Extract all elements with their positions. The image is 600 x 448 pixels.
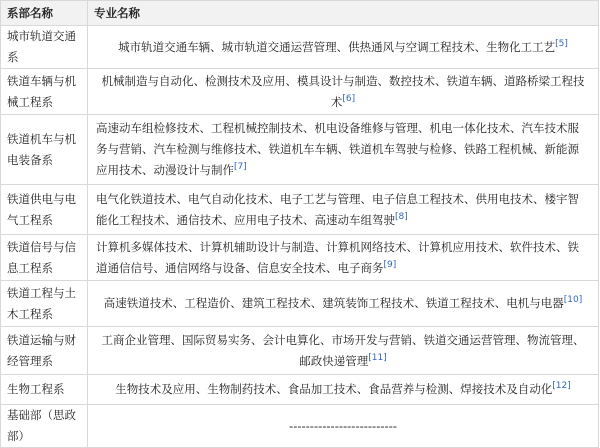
majors-text: 生物技术及应用、生物制药技术、食品加工技术、食品营养与检测、焊接技术及自动化	[115, 382, 553, 396]
majors-cell	[88, 26, 599, 69]
table-row	[1, 235, 599, 281]
reference-link[interactable]: [5]	[555, 38, 568, 49]
department-cell: 铁道供电与电气工程系	[1, 185, 88, 235]
majors-text: 计算机多媒体技术、计算机辅助设计与制造、计算机网络技术、计算机应用技术、软件技术、铁道通信信号、通信网络与设备、信息安全技术、电子商务	[96, 239, 579, 275]
table-row	[1, 375, 599, 405]
department-cell: 生物工程系	[1, 375, 88, 405]
department-header: 系部名称	[1, 1, 88, 26]
reference-link[interactable]: [12]	[552, 381, 571, 392]
majors-text: --------------------------	[289, 418, 397, 433]
majors-cell	[88, 327, 599, 375]
majors-cell	[88, 235, 599, 281]
majors-text: 工商企业管理、国际贸易实务、会计电算化、市场开发与营销、铁道交通运营管理、物流管理、邮政快递管理	[101, 332, 585, 368]
majors-text: 高速铁道技术、工程造价、建筑工程技术、建筑装饰工程技术、铁道工程技术、电机与电器	[103, 296, 564, 310]
majors-cell	[88, 185, 599, 235]
header-row	[1, 1, 599, 26]
reference-link[interactable]: [7]	[234, 162, 247, 173]
table-row	[1, 69, 599, 115]
majors-header: 专业名称	[88, 1, 599, 26]
department-cell: 基础部（思政部）	[1, 405, 88, 448]
department-cell: 铁道信号与信息工程系	[1, 235, 88, 281]
department-cell: 铁道工程与土木工程系	[1, 281, 88, 327]
reference-link[interactable]: [6]	[342, 93, 356, 104]
department-cell: 铁道运输与财经管理系	[1, 327, 88, 375]
majors-text: 城市轨道交通车辆、城市轨道交通运营管理、供热通风与空调工程技术、生物化工工艺	[118, 39, 556, 54]
department-cell: 城市轨道交通系	[1, 26, 88, 69]
majors-text: 高速动车组检修技术、工程机械控制技术、机电设备维修与管理、机电一体化技术、汽车技术服务与营销、汽车检测与维修技术、铁道机车车辆、铁道机车驾驶与检修、铁路工程机械、新能源应用技术、动漫设计与制作	[96, 121, 579, 177]
majors-cell	[88, 281, 599, 327]
reference-link[interactable]: [10]	[563, 295, 583, 306]
majors-text: 机械制造与自动化、检测技术及应用、模具设计与制造、数控技术、铁道车辆、道路桥梁工程技术	[101, 73, 585, 109]
table-row	[1, 115, 599, 185]
reference-link[interactable]: [8]	[395, 211, 408, 222]
department-cell: 铁道车辆与机械工程系	[1, 69, 88, 115]
table-row	[1, 185, 599, 235]
majors-cell	[88, 375, 599, 405]
table-row	[1, 26, 599, 69]
reference-link[interactable]: [9]	[383, 259, 397, 270]
table-row	[1, 405, 599, 448]
majors-cell	[88, 405, 599, 448]
majors-text: 电气化铁道技术、电气自动化技术、电子工艺与管理、电子信息工程技术、供用电技术、楼宇智能化工程技术、通信技术、应用电子技术、高速动车组驾驶	[96, 191, 579, 227]
majors-cell	[88, 69, 599, 115]
table-row	[1, 281, 599, 327]
department-cell: 铁道机车与机电装备系	[1, 115, 88, 185]
majors-cell	[88, 115, 599, 185]
table-row	[1, 327, 599, 375]
reference-link[interactable]: [11]	[368, 352, 387, 363]
